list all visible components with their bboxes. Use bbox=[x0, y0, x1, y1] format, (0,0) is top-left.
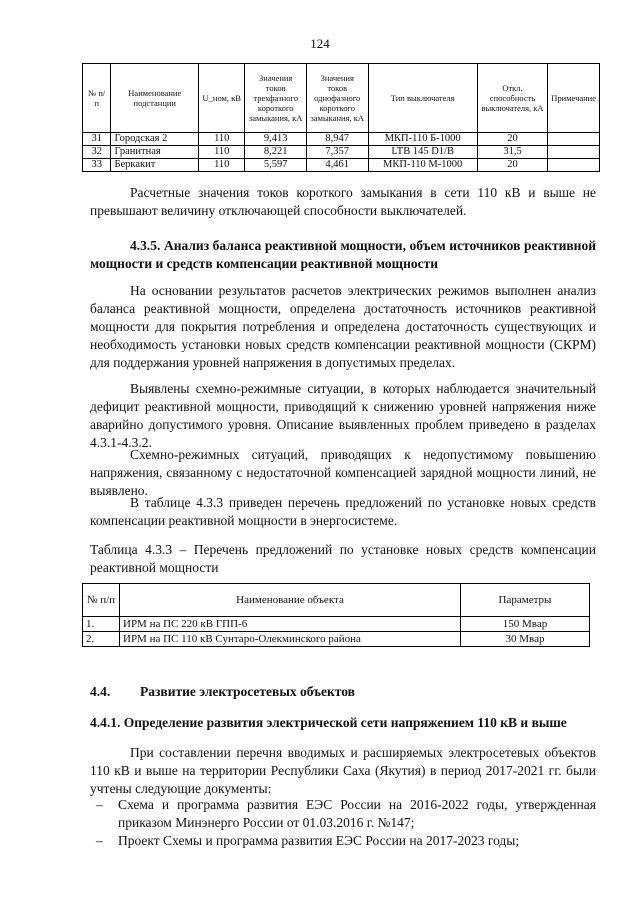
cell: 5,597 bbox=[245, 159, 307, 172]
cell: МКП-110 М-1000 bbox=[368, 159, 477, 172]
dash-bullet-icon: – bbox=[96, 833, 103, 848]
cell: 8,947 bbox=[306, 133, 368, 146]
cell: 20 bbox=[477, 133, 547, 146]
col-header: Наименование объекта bbox=[120, 584, 461, 617]
col-header: Наименование подстанции bbox=[111, 64, 199, 133]
list-item bbox=[90, 796, 596, 832]
paragraph-overvoltage: Схемно-режимных ситуаций, приводящих к недопустимому повышению напряжения, связанному с недостаточной компенсацией зарядной мощности линий, не выявлено. bbox=[90, 447, 596, 498]
col-header: Параметры bbox=[461, 584, 590, 617]
cell: 110 bbox=[199, 146, 245, 159]
heading-4-4-1: 4.4.1. Определение развития электрической сети напряжением 110 кВ и выше bbox=[90, 715, 567, 730]
col-header: Примечание bbox=[548, 64, 600, 133]
list-item-text: Схема и программа развития ЕЭС России на 2016-2022 годы, утвержденная приказом Минэнерго России от 01.03.2016 г. №147; bbox=[118, 797, 596, 830]
reactive-power-proposals-table bbox=[82, 583, 590, 647]
cell: 30 Мвар bbox=[461, 632, 590, 647]
page-number: 124 bbox=[310, 36, 330, 51]
cell: LTB 145 D1/B bbox=[368, 146, 477, 159]
table-row bbox=[83, 146, 600, 159]
heading-4-4 bbox=[90, 683, 596, 701]
col-header: Значения токов трехфазного короткого замыкания, кА bbox=[245, 64, 307, 133]
cell: 9,413 bbox=[245, 133, 307, 146]
cell: 20 bbox=[477, 159, 547, 172]
heading-number: 4.4. bbox=[90, 684, 111, 699]
paragraph-conclusion: Расчетные значения токов короткого замыкания в сети 110 кВ и выше не превышают величину отключающей способности выключателей. bbox=[90, 185, 596, 218]
cell: 110 bbox=[199, 133, 245, 146]
cell: 8,221 bbox=[245, 146, 307, 159]
cell: ИРМ на ПС 220 кВ ГПП-6 bbox=[120, 617, 461, 632]
table-caption: Таблица 4.3.3 – Перечень предложений по установке новых средств компенсации реактивной мощности bbox=[90, 542, 596, 575]
cell: ИРМ на ПС 110 кВ Сунтаро-Олекминского района bbox=[120, 632, 461, 647]
cell: Беркакит bbox=[111, 159, 199, 172]
cell: 33 bbox=[83, 159, 111, 172]
table-row bbox=[83, 632, 590, 647]
cell: 2. bbox=[83, 632, 120, 647]
cell: 7,357 bbox=[306, 146, 368, 159]
table-header-row bbox=[83, 584, 590, 617]
dash-bullet-icon: – bbox=[96, 797, 103, 812]
col-header: U_ном, кВ bbox=[199, 64, 245, 133]
cell: Гранитная bbox=[111, 146, 199, 159]
col-header: Тип выключателя bbox=[368, 64, 477, 133]
cell bbox=[548, 159, 600, 172]
col-header: Откл. способность выключателя, кА bbox=[477, 64, 547, 133]
cell: 31 bbox=[83, 133, 111, 146]
cell: 32 bbox=[83, 146, 111, 159]
cell: Городская 2 bbox=[111, 133, 199, 146]
cell bbox=[548, 146, 600, 159]
cell: 110 bbox=[199, 159, 245, 172]
col-header: № п/п bbox=[83, 64, 111, 133]
cell: 1. bbox=[83, 617, 120, 632]
cell bbox=[548, 133, 600, 146]
cell: 31,5 bbox=[477, 146, 547, 159]
paragraph-documents: При составлении перечня вводимых и расширяемых электросетевых объектов 110 кВ и выше на территории Республики Саха (Якутия) в период 2017-2021 гг. были учтены следующие документы: bbox=[90, 745, 596, 796]
list-item-text: Проект Схемы и программа развития ЕЭС России на 2017-2023 годы; bbox=[118, 833, 520, 848]
list-item bbox=[90, 832, 596, 850]
cell: 150 Мвар bbox=[461, 617, 590, 632]
cell: МКП-110 Б-1000 bbox=[368, 133, 477, 146]
table-header-row bbox=[83, 64, 600, 133]
heading-text: Развитие электросетевых объектов bbox=[140, 684, 355, 699]
paragraph-table-ref: В таблице 4.3.3 приведен перечень предложений по установке новых средств компенсации реактивной мощности в энергосистеме. bbox=[90, 495, 596, 528]
paragraph-analysis: На основании результатов расчетов электрических режимов выполнен анализ баланса реактивной мощности, определена достаточность источников реактивной мощности для покрытия потребления и определена достаточность существующих и необходимость установки новых средств компенсации реактивной мощности (СКРМ) для поддержания уровней напряжения в допустимых пределах. bbox=[90, 283, 596, 370]
table-row bbox=[83, 617, 590, 632]
paragraph-deficit: Выявлены схемно-режимные ситуации, в которых наблюдается значительный дефицит реактивной мощности, приводящий к снижению уровней напряжения ниже аварийно допустимого уровня. Описание выявленных проблем приведено в разделах 4.3.1-4.3.2. bbox=[90, 381, 596, 450]
table-row bbox=[83, 159, 600, 172]
cell: 4,461 bbox=[306, 159, 368, 172]
col-header: № п/п bbox=[83, 584, 120, 617]
table-row bbox=[83, 133, 600, 146]
col-header: Значения токов однофазного короткого замыкания, кА bbox=[306, 64, 368, 133]
heading-4-3-5: 4.3.5. Анализ баланса реактивной мощности, объем источников реактивной мощности и средств компенсации реактивной мощности bbox=[90, 238, 596, 271]
short-circuit-table bbox=[82, 63, 600, 172]
